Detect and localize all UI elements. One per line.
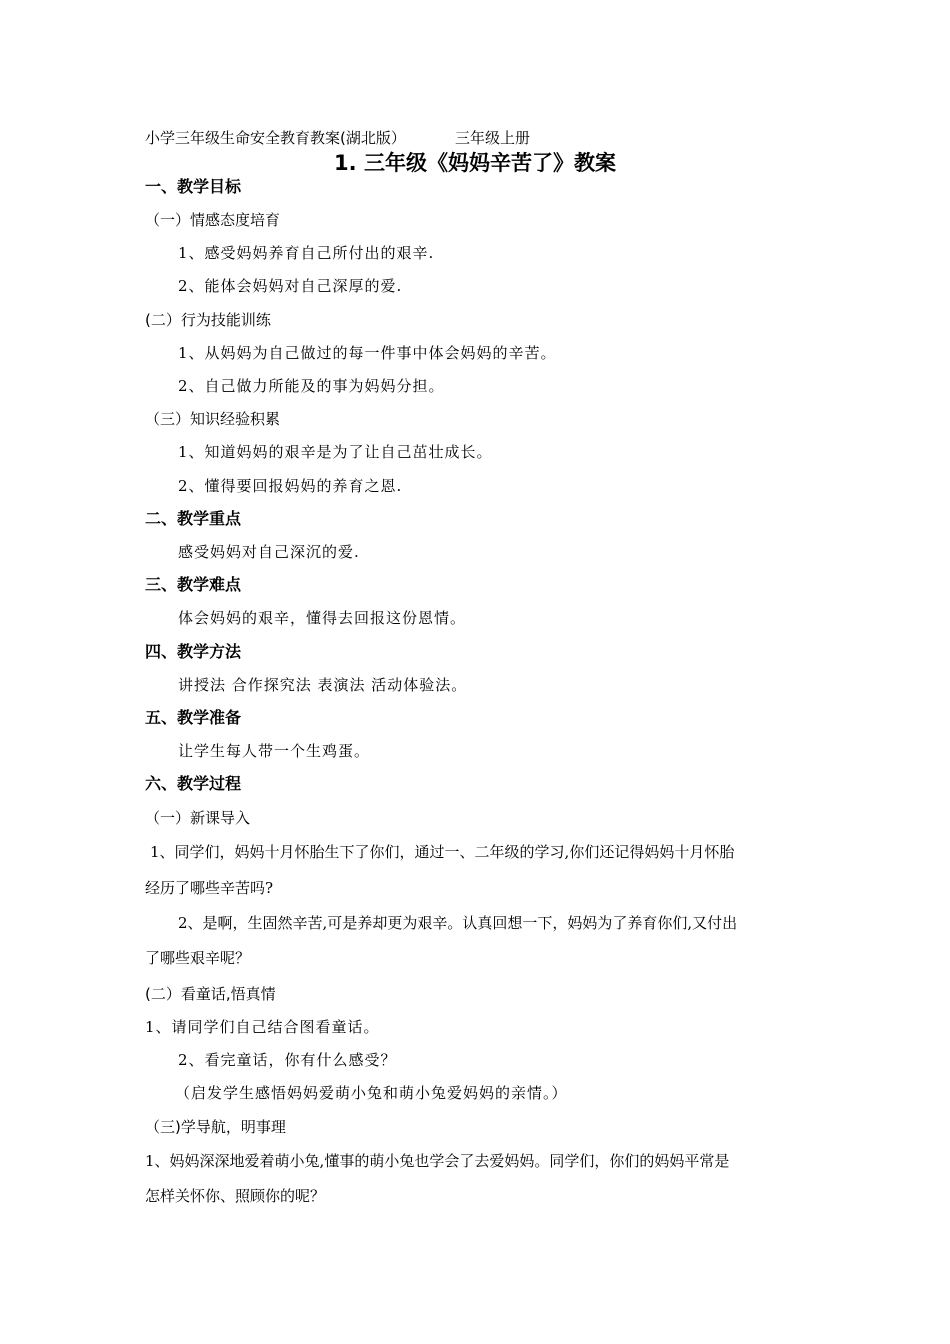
paragraph-line: 1、妈妈深深地爱着萌小兔,懂事的萌小兔也学会了去爱妈妈。同学们，你们的妈妈平常是 xyxy=(145,1152,730,1170)
section-preparation-heading: 五、教学准备 xyxy=(145,708,242,727)
paragraph-line: 怎样关怀你、照顾你的呢？ xyxy=(145,1187,326,1205)
list-item: 1、从妈妈为自己做过的每一件事中体会妈妈的辛苦。 xyxy=(178,344,557,362)
subsection-intro: （一）新课导入 xyxy=(145,809,251,827)
section-focus-text: 感受妈妈对自己深沉的爱. xyxy=(178,543,360,561)
paragraph-line: 1、同学们，妈妈十月怀胎生下了你们，通过一、二年级的学习,你们还记得妈妈十月怀胎 xyxy=(150,843,735,861)
section-preparation-text: 让学生每人带一个生鸡蛋。 xyxy=(178,742,371,760)
document-title: 1. 三年级《妈妈辛苦了》教案 xyxy=(334,151,616,175)
list-item: 2、自己做力所能及的事为妈妈分担。 xyxy=(178,377,445,395)
list-item: 1、知道妈妈的艰辛是为了让自己茁壮成长。 xyxy=(178,443,493,461)
subsection-emotion: （一）情感态度培育 xyxy=(145,211,281,229)
paragraph-line: 2、是啊，生固然辛苦,可是养却更为艰辛。认真回想一下，妈妈为了养育你们,又付出 xyxy=(178,914,738,932)
note-text: （启发学生感悟妈妈爱萌小兔和萌小兔爱妈妈的亲情。） xyxy=(175,1084,568,1102)
list-item: 2、能体会妈妈对自己深厚的爱. xyxy=(178,277,403,295)
header-volume: 三年级上册 xyxy=(455,129,531,147)
section-difficulty-text: 体会妈妈的艰辛，懂得去回报这份恩情。 xyxy=(178,609,467,627)
subsection-knowledge: （三）知识经验积累 xyxy=(145,410,281,428)
section-process-heading: 六、教学过程 xyxy=(145,774,242,793)
section-focus-heading: 二、教学重点 xyxy=(145,509,242,528)
section-objectives-heading: 一、教学目标 xyxy=(145,177,242,196)
section-difficulty-heading: 三、教学难点 xyxy=(145,575,242,594)
section-methods-heading: 四、教学方法 xyxy=(145,642,242,661)
list-item: 2、懂得要回报妈妈的养育之恩. xyxy=(178,477,403,495)
header-subject: 小学三年级生命安全教育教案(湖北版） xyxy=(145,129,406,147)
subsection-navigation: （三)学导航，明事理 xyxy=(145,1118,286,1136)
subsection-skills: (二）行为技能训练 xyxy=(145,311,271,329)
list-item: 1、请同学们自己结合图看童话。 xyxy=(145,1018,380,1036)
list-item: 1、感受妈妈养育自己所付出的艰辛. xyxy=(178,244,435,262)
list-item: 2、看完童话，你有什么感受？ xyxy=(178,1051,397,1069)
paragraph-line: 经历了哪些辛苦吗? xyxy=(145,879,274,897)
paragraph-line: 了哪些艰辛呢？ xyxy=(145,949,251,967)
section-methods-text: 讲授法 合作探究法 表演法 活动体验法。 xyxy=(178,676,468,694)
subsection-fairy-tale: (二）看童话,悟真情 xyxy=(145,985,276,1003)
